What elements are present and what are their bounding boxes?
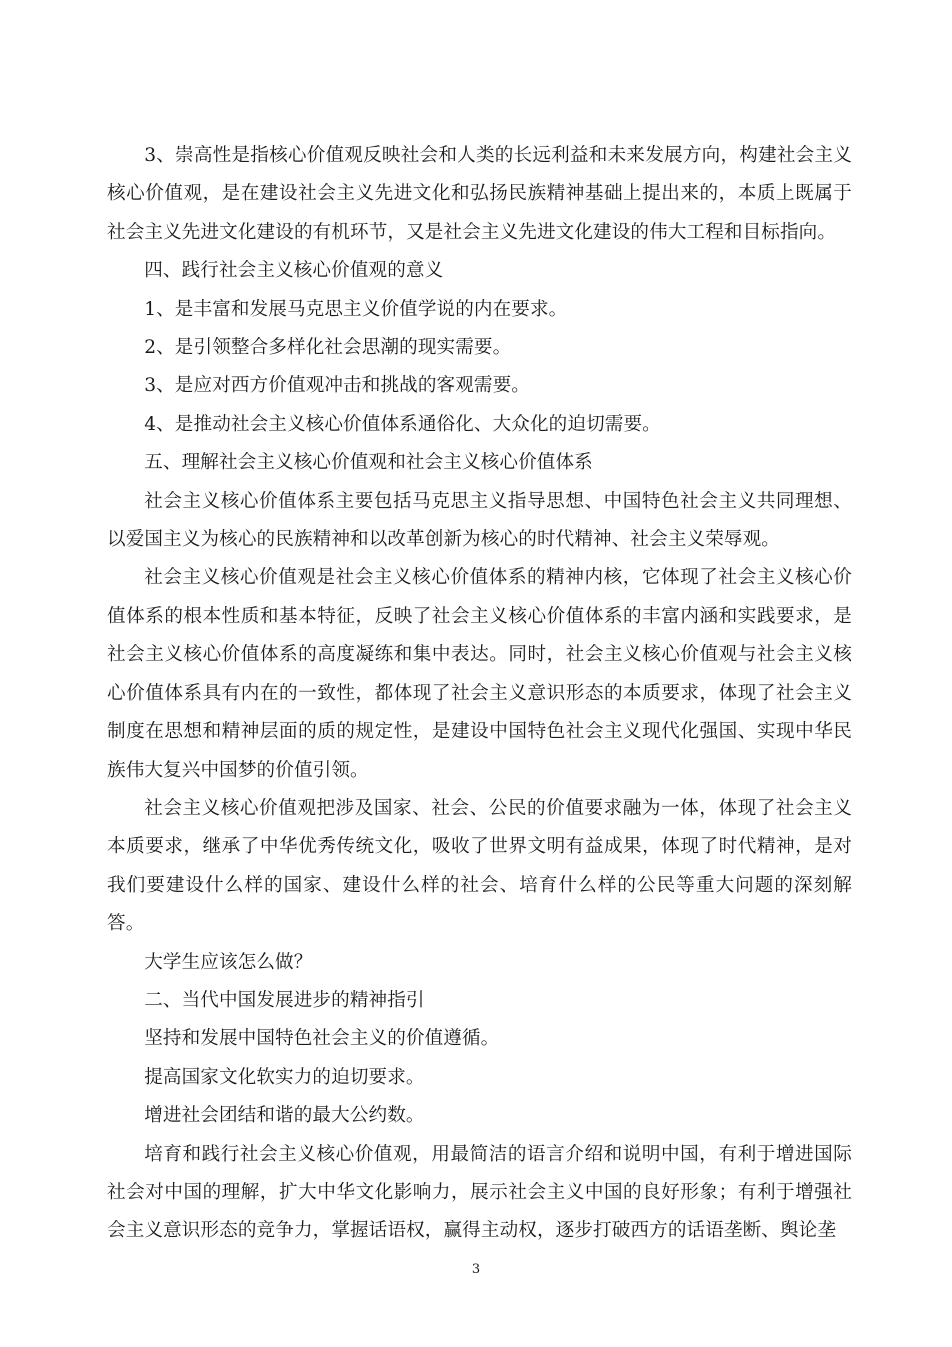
paragraph-sublimity: 3、崇高性是指核心价值观反映社会和人类的长远利益和未来发展方向，构建社会主义核心价值观，是在建设社会主义先进文化和弘扬民族精神基础上提出来的，本质上既属于社会主义先进文化建设的有机环节，又是社会主义先进文化建设的伟大工程和目标指向。 <box>107 145 852 243</box>
point-line-2: 提高国家文化软实力的迫切要求。 <box>144 1066 425 1088</box>
list-item-2: 2、是引领整合多样化社会思潮的现实需要。 <box>144 337 512 359</box>
question-line: 大学生应该怎么做？ <box>144 951 313 973</box>
heading-section-4: 四、践行社会主义核心价值观的意义 <box>144 260 444 282</box>
list-item-4: 4、是推动社会主义核心价值体系通俗化、大众化的迫切需要。 <box>144 413 661 435</box>
page-number: 3 <box>471 1262 481 1277</box>
point-line-3: 增进社会团结和谐的最大公约数。 <box>144 1105 425 1127</box>
heading-section-5: 五、理解社会主义核心价值观和社会主义核心价值体系 <box>144 452 593 474</box>
document-body <box>107 137 852 1251</box>
list-item-3: 3、是应对西方价值观冲击和挑战的客观需要。 <box>144 375 530 397</box>
list-item-1: 1、是丰富和发展马克思主义价值学说的内在要求。 <box>144 298 568 320</box>
paragraph-integration: 社会主义核心价值观把涉及国家、社会、公民的价值要求融为一体，体现了社会主义本质要求，继承了中华优秀传统文化，吸收了世界文明有益成果，体现了时代精神，是对我们要建设什么样的国家、建设什么样的社会、培育什么样的公民等重大问题的深刻解答。 <box>107 797 852 935</box>
paragraph-cultivation: 培育和践行社会主义核心价值观，用最简洁的语言介绍和说明中国，有利于增进国际社会对中国的理解，扩大中华文化影响力，展示社会主义中国的良好形象；有利于增强社会主义意识形态的竞争力，掌握话语权，赢得主动权，逐步打破西方的话语垄断、舆论垄 <box>107 1143 852 1242</box>
paragraph-spiritual-core: 社会主义核心价值观是社会主义核心价值体系的精神内核，它体现了社会主义核心价值体系的根本性质和基本特征，反映了社会主义核心价值体系的丰富内涵和实践要求，是社会主义核心价值体系的高度凝练和集中表达。同时，社会主义核心价值观与社会主义核心价值体系具有内在的一致性，都体现了社会主义意识形态的本质要求，体现了社会主义制度在思想和精神层面的质的规定性，是建设中国特色社会主义现代化强国、实现中华民族伟大复兴中国梦的价值引领。 <box>107 567 852 781</box>
paragraph-value-system: 社会主义核心价值体系主要包括马克思主义指导思想、中国特色社会主义共同理想、以爱国主义为核心的民族精神和以改革创新为核心的时代精神、社会主义荣辱观。 <box>107 490 852 551</box>
point-line-1: 坚持和发展中国特色社会主义的价值遵循。 <box>144 1028 500 1050</box>
heading-section-2: 二、当代中国发展进步的精神指引 <box>144 989 425 1011</box>
